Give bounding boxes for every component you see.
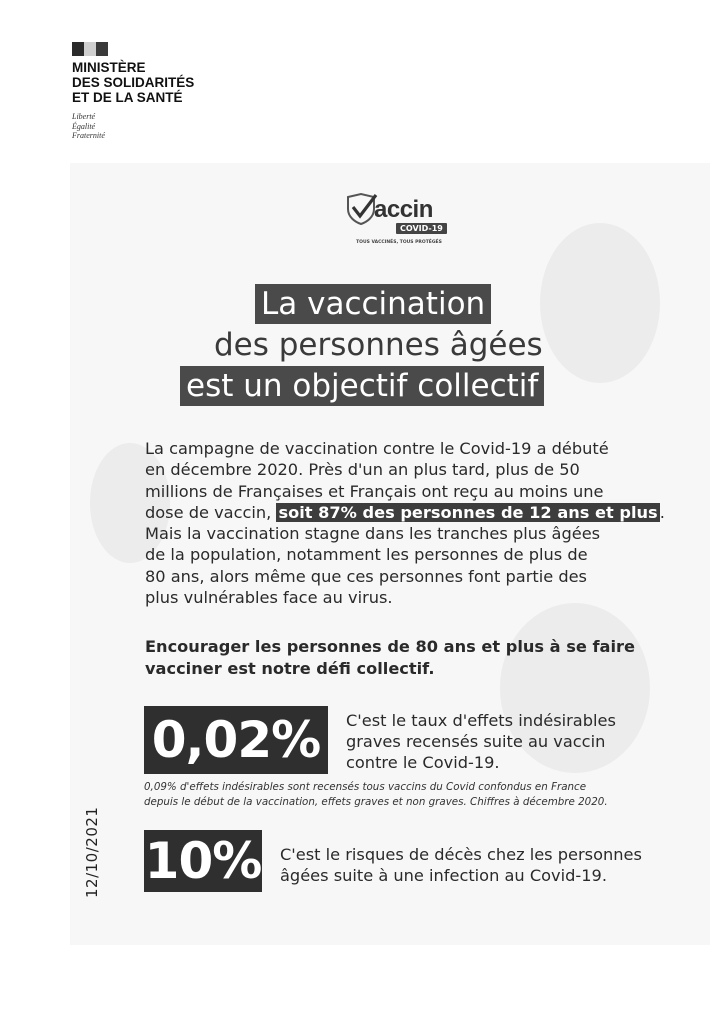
- vaccin-covid-logo: [344, 192, 454, 252]
- footnote: 0,09% d'effets indésirables sont recensés tous vaccins du Covid confondus en France depuis le début de la vaccination, effets graves et non graves. Chiffres à décembre 2020.: [144, 781, 608, 808]
- call-to-action: Encourager les personnes de 80 ans et plus à se faire vacciner est notre défi collectif.: [145, 637, 635, 678]
- title-line-3: est un objectif collectif: [180, 366, 544, 406]
- title-line-1: La vaccination: [255, 284, 491, 324]
- logo-slogan: TOUS VACCINÉS, TOUS PROTÉGÉS: [356, 240, 442, 245]
- stat-box-death-risk: 10%: [144, 832, 262, 890]
- stat-box-side-effects: 0,02%: [144, 706, 328, 774]
- highlight-87-percent: soit 87% des personnes de 12 ans et plus: [278, 502, 658, 522]
- marianne-logo: [72, 42, 108, 56]
- title-line-2: des personnes âgées: [214, 327, 543, 363]
- shield-check-icon: [344, 192, 378, 226]
- ministry-name: MINISTÈRE DES SOLIDARITÉS ET DE LA SANTÉ: [72, 60, 195, 105]
- stat-text-death-risk: C'est le risques de décès chez les personnes âgées suite à une infection au Covid-19.: [280, 845, 642, 885]
- document-date: 12/10/2021: [83, 806, 101, 898]
- intro-paragraph: La campagne de vaccination contre le Covid-19 a débuté en décembre 2020. Près d'un an plus tard, plus de 50 millions de Françaises et Français ont reçu au moins une dose de vaccin, soit 87% des personnes de 12 ans et plus . Mais la vaccination stagne dans les tranches plus âgées de la population, notamment les personnes de plus de 80 ans, alors même que ces personnes font partie des plus vulnérables face au virus.: [145, 439, 665, 608]
- stat-text-side-effects: C'est le taux d'effets indésirables graves recensés suite au vaccin contre le Covid-19.: [346, 711, 616, 772]
- logo-word: accin: [374, 196, 433, 223]
- logo-tag: COVID-19: [396, 223, 447, 234]
- republic-motto: Liberté Égalité Fraternité: [72, 112, 105, 140]
